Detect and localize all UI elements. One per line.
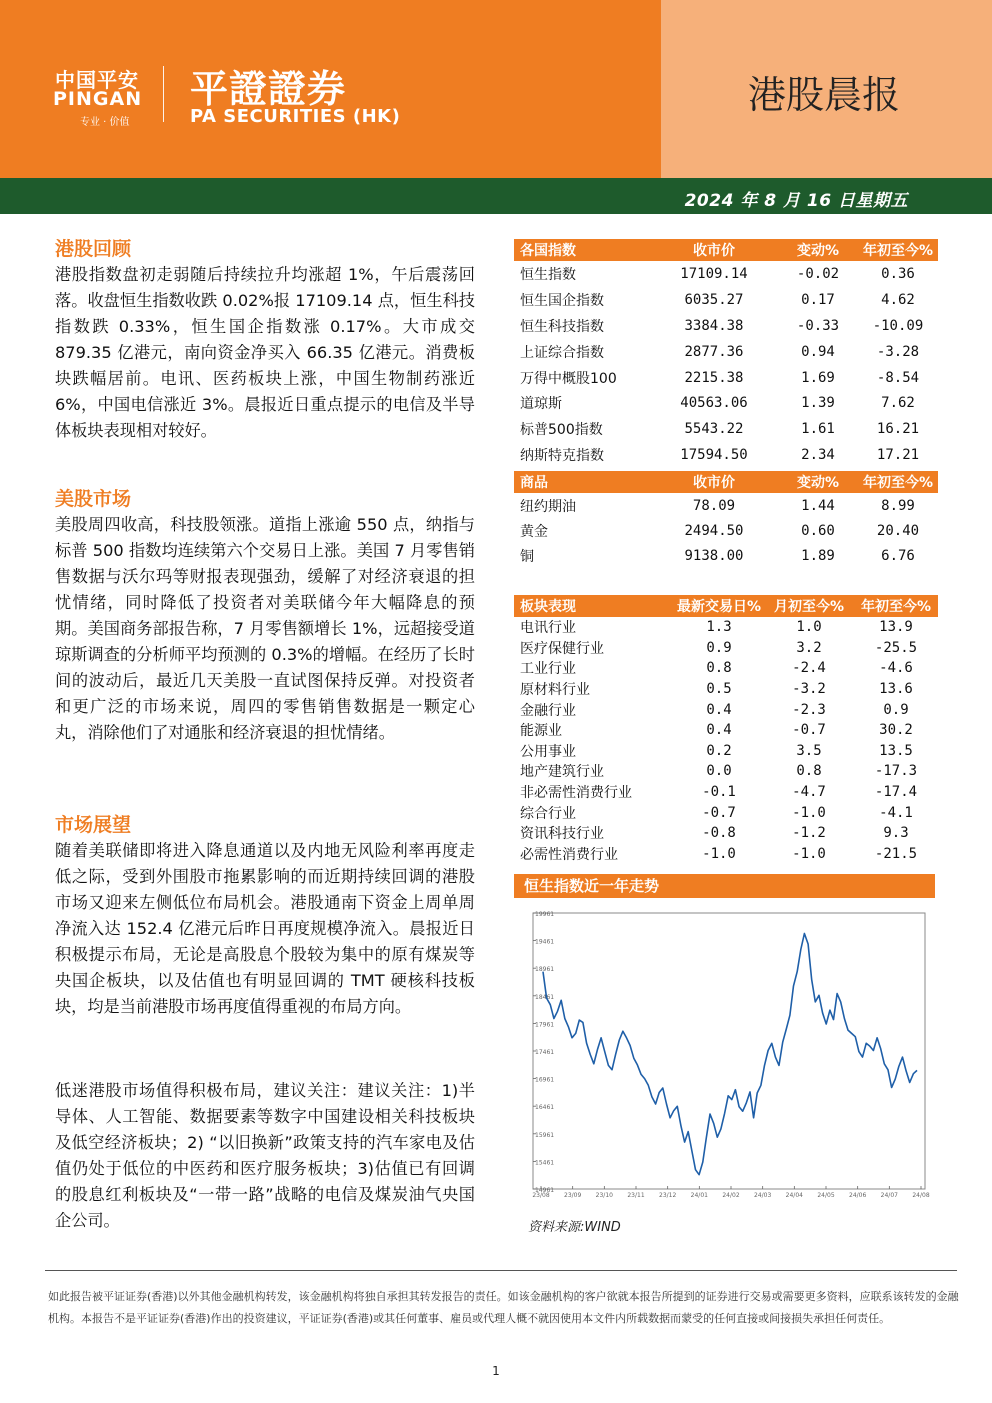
index-table-cell: 6035.27 <box>684 291 744 308</box>
sector-table-cell: -4.7 <box>792 784 826 801</box>
sector-table-row-label: 非必需性消费行业 <box>520 785 632 802</box>
sector-table-cell: -4.6 <box>879 660 913 677</box>
sector-table-header-row <box>514 595 938 617</box>
sector-table-row <box>514 741 938 762</box>
commodity-table-header-cell: 年初至今% <box>858 471 938 493</box>
commodity-table-row-label: 纽约期油 <box>520 498 576 515</box>
x-tick-label: 24/07 <box>880 1192 898 1199</box>
sector-table-cell: -0.7 <box>702 804 736 821</box>
sector-table-row <box>514 720 938 741</box>
index-table-row <box>514 339 938 365</box>
sector-table-cell: 0.8 <box>796 763 822 780</box>
sector-table-cell: -17.3 <box>874 763 918 780</box>
y-tick-label: 16461 <box>535 1104 555 1112</box>
index-table-row <box>514 313 938 339</box>
sector-table-cell: 1.0 <box>796 619 822 636</box>
x-tick-label: 23/11 <box>627 1192 645 1199</box>
index-table-row <box>514 416 938 442</box>
chart-title: 恒生指数近一年走势 <box>514 874 935 898</box>
commodity-table-header-cell: 收市价 <box>650 471 778 493</box>
sector-table-cell: -1.2 <box>792 825 826 842</box>
index-table-cell: 0.94 <box>801 343 835 360</box>
commodity-table-cell: 6.76 <box>881 547 915 564</box>
index-table-cell: 40563.06 <box>680 395 748 412</box>
y-tick-label: 18461 <box>535 993 555 1001</box>
index-table <box>514 239 938 468</box>
sector-table-cell: -1.0 <box>792 804 826 821</box>
sector-table-row <box>514 699 938 720</box>
report-date: 2024 年 8 月 16 日星期五 <box>684 191 908 211</box>
sector-table <box>514 595 938 864</box>
index-table-cell: 17594.50 <box>680 447 748 464</box>
sector-table-cell: -1.0 <box>702 845 736 862</box>
x-tick-label: 24/05 <box>817 1192 835 1199</box>
index-table-row <box>514 261 938 287</box>
sector-table-header-cell: 年初至今% <box>854 595 938 617</box>
sector-table-row-label: 综合行业 <box>520 805 576 822</box>
y-tick-label: 19461 <box>535 938 555 946</box>
page-number: 1 <box>492 1364 500 1378</box>
index-table-cell: 4.62 <box>881 291 915 308</box>
index-table-row-label: 恒生科技指数 <box>520 318 604 335</box>
y-tick-label: 17461 <box>535 1049 555 1056</box>
index-table-cell: 7.62 <box>881 395 915 412</box>
index-table-cell: -0.02 <box>796 265 840 282</box>
x-tick-label: 24/02 <box>722 1192 740 1199</box>
commodity-table-header-row <box>514 471 938 493</box>
index-table-header-row <box>514 239 938 261</box>
x-tick-label: 24/03 <box>754 1192 772 1199</box>
index-table-row <box>514 287 938 313</box>
sector-table-row <box>514 638 938 659</box>
sector-table-cell: 3.2 <box>796 639 822 656</box>
index-table-row-label: 标普500指数 <box>520 422 603 439</box>
sector-table-row <box>514 679 938 700</box>
sector-table-cell: 9.3 <box>883 825 909 842</box>
commodity-table-cell: 2494.50 <box>684 522 744 539</box>
index-table-cell: 0.36 <box>881 265 915 282</box>
index-table-cell: -8.54 <box>876 369 920 386</box>
index-table-header-cell: 年初至今% <box>858 239 938 261</box>
outlook-paragraph-1: 随着美联储即将进入降息通道以及内地无风险利率再度走低之际，受到外围股市拖累影响的而近期持续回调的港股市场又迎来左侧低位布局机会。港股通南下资金上周单周净流入达 152.4 亿港元后昨日再度规模净流入。晨报近日积极提示布局，无论是高股息个股较为集中的原有煤炭等央国企板块，以及估值也有明显回调的 TMT 硬核科技板块，均是当前港股市场再度值得重视的布局方向。 <box>55 841 475 1016</box>
sector-table-cell: 0.4 <box>706 722 732 739</box>
commodity-table-cell: 8.99 <box>881 497 915 514</box>
sector-table-row <box>514 761 938 782</box>
sector-table-cell: -3.2 <box>792 681 826 698</box>
index-table-row-label: 上证综合指数 <box>520 344 604 361</box>
sector-table-row-label: 资讯科技行业 <box>520 826 604 843</box>
commodity-table-row-label: 铜 <box>520 548 534 565</box>
x-tick-label: 23/10 <box>595 1192 613 1199</box>
section-title-us-market: 美股市场 <box>55 488 132 510</box>
y-tick-label: 15461 <box>535 1159 555 1167</box>
sector-table-cell: -0.8 <box>702 825 736 842</box>
index-table-cell: 2215.38 <box>684 369 744 386</box>
sector-table-row-label: 能源业 <box>520 723 562 740</box>
sector-table-row-label: 必需性消费行业 <box>520 846 618 863</box>
index-table-header-cell: 收市价 <box>650 239 778 261</box>
sector-table-row-label: 金融行业 <box>520 702 576 719</box>
sector-table-row-label: 电讯行业 <box>520 620 576 637</box>
commodity-table-row <box>514 493 938 518</box>
x-tick-label: 24/08 <box>912 1192 930 1199</box>
commodity-table-row-label: 黄金 <box>520 523 548 540</box>
x-tick-label: 24/01 <box>690 1192 708 1199</box>
index-table-row-label: 纳斯特克指数 <box>520 448 604 465</box>
commodity-table-row <box>514 543 938 568</box>
chart-source: 资料来源:WIND <box>528 1220 621 1235</box>
sector-table-cell: -21.5 <box>874 845 918 862</box>
sector-table-row <box>514 617 938 638</box>
sector-table-cell: 13.6 <box>879 681 913 698</box>
x-tick-label: 23/08 <box>532 1192 550 1199</box>
index-table-row-label: 恒生国企指数 <box>520 292 604 309</box>
footer-divider <box>45 1270 957 1271</box>
sector-table-cell: 0.4 <box>706 701 732 718</box>
sector-table-cell: -0.7 <box>792 722 826 739</box>
index-table-cell: 0.17 <box>801 291 835 308</box>
commodity-table-header-cell: 变动% <box>778 471 858 493</box>
logo-divider <box>163 66 164 122</box>
y-tick-label: 18961 <box>535 966 555 974</box>
sector-table-row <box>514 658 938 679</box>
index-table-row-label: 道琼斯 <box>520 396 562 413</box>
chart-plot-frame <box>533 913 925 1189</box>
sector-table-cell: 1.3 <box>706 619 732 636</box>
disclaimer-text: 如此报告被平证证券(香港)以外其他金融机构转发，该金融机构将独自承担其转发报告的责任。如该金融机构的客户欲就本报告所提到的证券进行交易或需要更多资料，应联系该转发的金融机构。本报告不是平证证券(香港)作出的投资建议，平证证券(香港)或其任何董事、雇员或代理人概不就因使用本文件内所载数据而蒙受的任何直接或间接损失承担任何责任。 <box>48 1290 959 1325</box>
section-title-hk-review: 港股回顾 <box>55 238 132 260</box>
sector-table-cell: -4.1 <box>879 804 913 821</box>
sector-table-row <box>514 802 938 823</box>
sector-table-row <box>514 782 938 803</box>
y-tick-label: 17961 <box>535 1021 555 1029</box>
report-title: 港股晨报 <box>748 73 901 117</box>
y-tick-label: 19961 <box>535 911 555 918</box>
commodity-table-cell: 0.60 <box>801 522 835 539</box>
index-table-cell: -10.09 <box>872 317 924 334</box>
sector-table-cell: 13.9 <box>879 619 913 636</box>
hk-review-paragraph: 港股指数盘初走弱随后持续拉升均涨超 1%，午后震荡回落。收盘恒生指数收跌 0.02%报 17109.14 点，恒生科技指数跌 0.33%，恒生国企指数涨 0.17%。大市成交 879.35 亿港元，南向资金净买入 66.35 亿港元。消费板块跌幅居前。电讯、医药板块上涨，中国生物制药涨近 6%，中国电信涨近 3%。晨报近日重点提示的电信及半导体板块表现相对较好。 <box>55 265 475 440</box>
commodity-table <box>514 471 938 568</box>
sector-table-row-label: 原材料行业 <box>520 682 590 699</box>
index-table-row-label: 恒生指数 <box>520 266 576 283</box>
index-table-cell: 17109.14 <box>680 265 748 282</box>
index-table-row <box>514 365 938 391</box>
commodity-table-cell: 1.89 <box>801 547 835 564</box>
sector-table-cell: -0.1 <box>702 784 736 801</box>
index-table-cell: 5543.22 <box>684 421 744 438</box>
index-table-cell: 2.34 <box>801 447 835 464</box>
sector-table-row-label: 公用事业 <box>520 743 576 760</box>
commodity-table-cell: 78.09 <box>692 497 736 514</box>
sector-table-cell: 0.8 <box>706 660 732 677</box>
index-table-cell: 2877.36 <box>684 343 744 360</box>
index-table-cell: -3.28 <box>876 343 920 360</box>
sector-table-row-label: 工业行业 <box>520 661 576 678</box>
index-table-cell: 1.61 <box>801 421 835 438</box>
sector-table-row <box>514 823 938 844</box>
sector-table-cell: 30.2 <box>879 722 913 739</box>
outlook-paragraph-2: 低迷港股市场值得积极布局，建议关注：建议关注：1)半导体、人工智能、数据要素等数字中国建设相关科技板块及低空经济板块；2) “以旧换新”政策支持的汽车家电及估值仍处于低位的中医药和医疗服务板块；3)估值已有回调的股息红利板块及“一带一路”战略的电信及煤炭油气央国企公司。 <box>55 1081 475 1230</box>
index-table-cell: -0.33 <box>796 317 840 334</box>
sector-table-cell: -17.4 <box>874 784 918 801</box>
index-table-row <box>514 442 938 468</box>
sector-table-cell: 0.2 <box>706 742 732 759</box>
index-table-cell: 1.39 <box>801 395 835 412</box>
index-table-cell: 16.21 <box>876 421 920 438</box>
sector-table-cell: -2.3 <box>792 701 826 718</box>
y-tick-label: 15961 <box>535 1131 555 1139</box>
x-tick-label: 23/12 <box>659 1192 677 1199</box>
commodity-table-cell: 20.40 <box>876 522 920 539</box>
sector-table-cell: -25.5 <box>874 639 918 656</box>
sector-table-row-label: 医疗保健行业 <box>520 640 604 657</box>
commodity-table-row <box>514 518 938 543</box>
sector-table-cell: 0.5 <box>706 681 732 698</box>
hsi-line-chart <box>523 905 935 1213</box>
commodity-table-header-cell: 商品 <box>514 471 650 493</box>
index-table-header-cell: 变动% <box>778 239 858 261</box>
us-market-paragraph: 美股周四收高，科技股领涨。道指上涨逾 550 点，纳指与标普 500 指数均连续第六个交易日上涨。美国 7 月零售销售数据与沃尔玛等财报表现强劲，缓解了对经济衰退的担忧情绪，同时降低了投资者对美联储今年大幅降息的预期。美国商务部报告称，7 月零售额增长 1%，远超接受道琼斯调查的分析师平均预测的 0.3%的增幅。在经历了长时间的波动后，最近几天美股一直试图保持反弹。对投资者和更广泛的市场来说，周四的零售销售数据是一颗定心丸，消除他们了对通胀和经济衰退的担忧情绪。 <box>55 515 475 742</box>
index-table-cell: 1.69 <box>801 369 835 386</box>
x-tick-label: 24/04 <box>785 1192 803 1199</box>
index-table-cell: 3384.38 <box>684 317 744 334</box>
sector-table-header-cell: 最新交易日% <box>674 595 764 617</box>
sector-table-cell: -2.4 <box>792 660 826 677</box>
pingan-logo-cn: 中国平安 <box>55 68 139 92</box>
commodity-table-cell: 1.44 <box>801 497 835 514</box>
sector-table-cell: 13.5 <box>879 742 913 759</box>
y-tick-label: 14961 <box>535 1187 555 1194</box>
commodity-table-cell: 9138.00 <box>684 547 744 564</box>
sector-table-cell: 0.9 <box>883 701 909 718</box>
x-tick-label: 23/09 <box>564 1192 582 1199</box>
sector-table-row <box>514 844 938 865</box>
sector-table-cell: -1.0 <box>792 845 826 862</box>
sector-table-cell: 3.5 <box>796 742 822 759</box>
section-title-outlook: 市场展望 <box>55 814 132 836</box>
sector-table-row-label: 地产建筑行业 <box>520 764 604 781</box>
pingan-slogan: 专业 · 价值 <box>80 117 130 128</box>
index-table-row-label: 万得中概股100 <box>520 370 617 387</box>
sector-table-header-cell: 板块表现 <box>514 595 674 617</box>
sector-table-cell: 0.0 <box>706 763 732 780</box>
x-tick-label: 24/06 <box>849 1192 867 1199</box>
pa-securities-logo-en: PA SECURITIES (HK) <box>190 106 401 127</box>
pa-securities-logo-cn: 平證證券 <box>190 67 347 111</box>
sector-table-cell: 0.9 <box>706 639 732 656</box>
y-tick-label: 16961 <box>535 1076 555 1084</box>
index-table-cell: 17.21 <box>876 447 920 464</box>
index-table-row <box>514 390 938 416</box>
pingan-logo-en: PINGAN <box>53 88 143 110</box>
index-table-header-cell: 各国指数 <box>514 239 650 261</box>
sector-table-header-cell: 月初至今% <box>764 595 854 617</box>
